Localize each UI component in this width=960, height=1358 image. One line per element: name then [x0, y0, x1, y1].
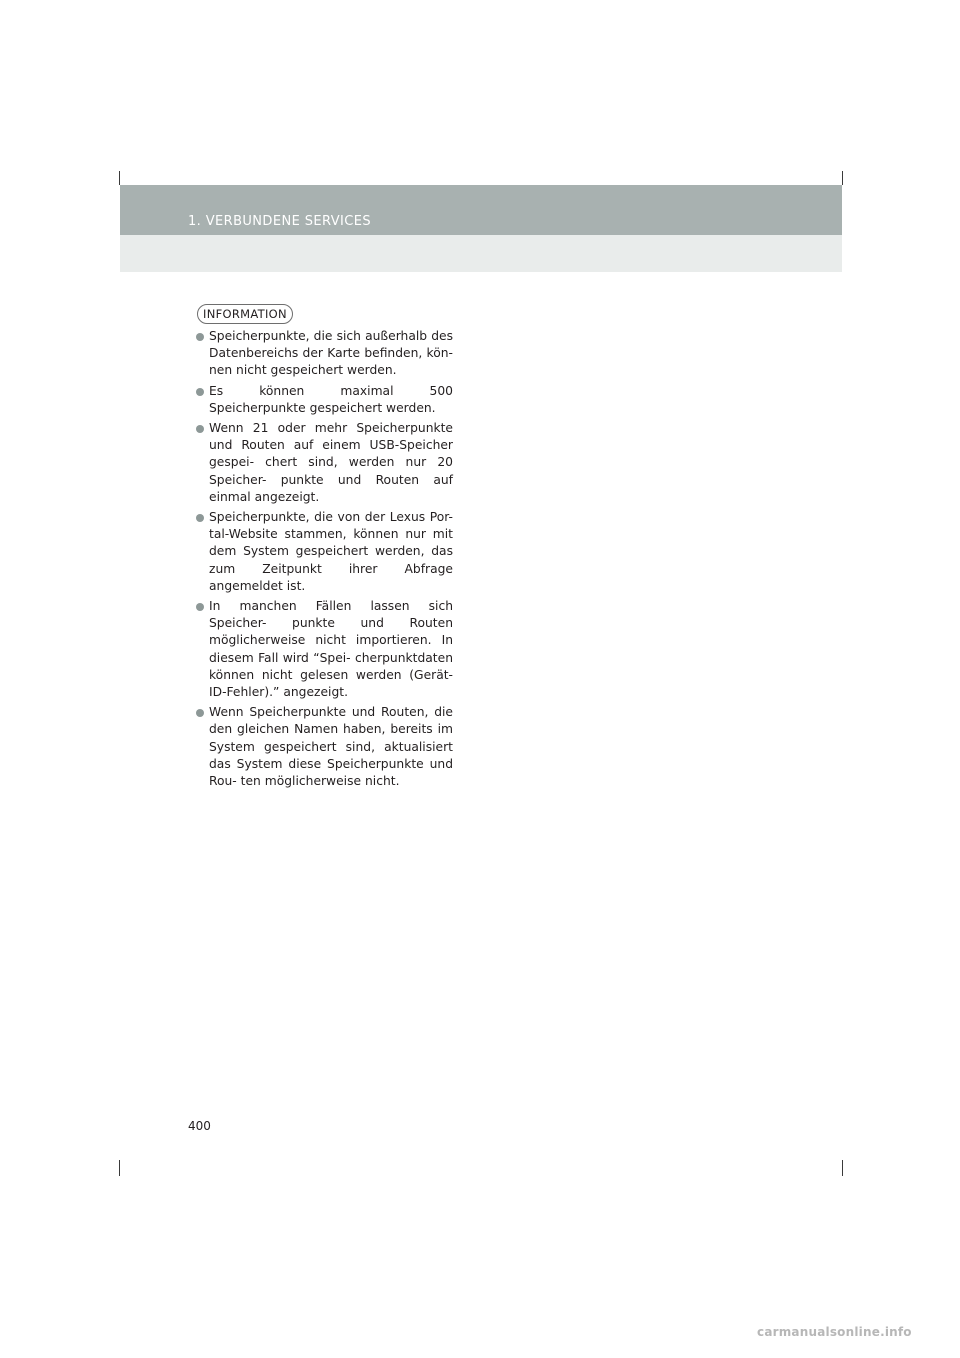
bullet-icon	[196, 603, 204, 611]
section-header-band	[120, 185, 842, 235]
crop-mark-bottom-left	[119, 1160, 120, 1176]
bullet-icon	[196, 333, 204, 341]
crop-mark-bottom-right	[842, 1160, 843, 1176]
bullet-icon	[196, 425, 204, 433]
bullet-icon	[196, 709, 204, 717]
crop-mark-top-right	[842, 171, 843, 185]
page-number: 400	[188, 1119, 211, 1133]
list-item: Speicherpunkte, die sich außerhalb des Datenbereichs der Karte befinden, kön- nen nicht gespeichert werden.	[197, 328, 453, 380]
list-item: Wenn Speicherpunkte und Routen, die den gleichen Namen haben, bereits im System gespeichert sind, aktualisiert das System diese Speicherpunkte und Rou- ten möglicherweise nicht.	[197, 704, 453, 790]
information-label: INFORMATION	[197, 304, 293, 324]
list-item: Es können maximal 500 Speicherpunkte gespeichert werden.	[197, 383, 453, 417]
list-item: Wenn 21 oder mehr Speicherpunkte und Routen auf einem USB-Speicher gespei- chert sind, werden nur 20 Speicher- punkte und Routen auf einmal angezeigt.	[197, 420, 453, 506]
watermark: carmanualsonline.info	[757, 1325, 912, 1339]
section-subheader-band	[120, 235, 842, 272]
information-list	[197, 328, 453, 793]
bullet-icon	[196, 514, 204, 522]
bullet-icon	[196, 388, 204, 396]
list-item: In manchen Fällen lassen sich Speicher- punkte und Routen möglicherweise nicht importieren. In diesem Fall wird “Spei- cherpunktdaten können nicht gelesen werden (Gerät-ID-Fehler).” angezeigt.	[197, 598, 453, 701]
list-item: Speicherpunkte, die von der Lexus Por- tal-Website stammen, können nur mit dem System gespeichert werden, das zum Zeitpunkt ihrer Abfrage angemeldet ist.	[197, 509, 453, 595]
information-box	[197, 272, 467, 789]
crop-mark-top-left	[119, 171, 120, 185]
section-title: 1. VERBUNDENE SERVICES	[188, 214, 371, 229]
